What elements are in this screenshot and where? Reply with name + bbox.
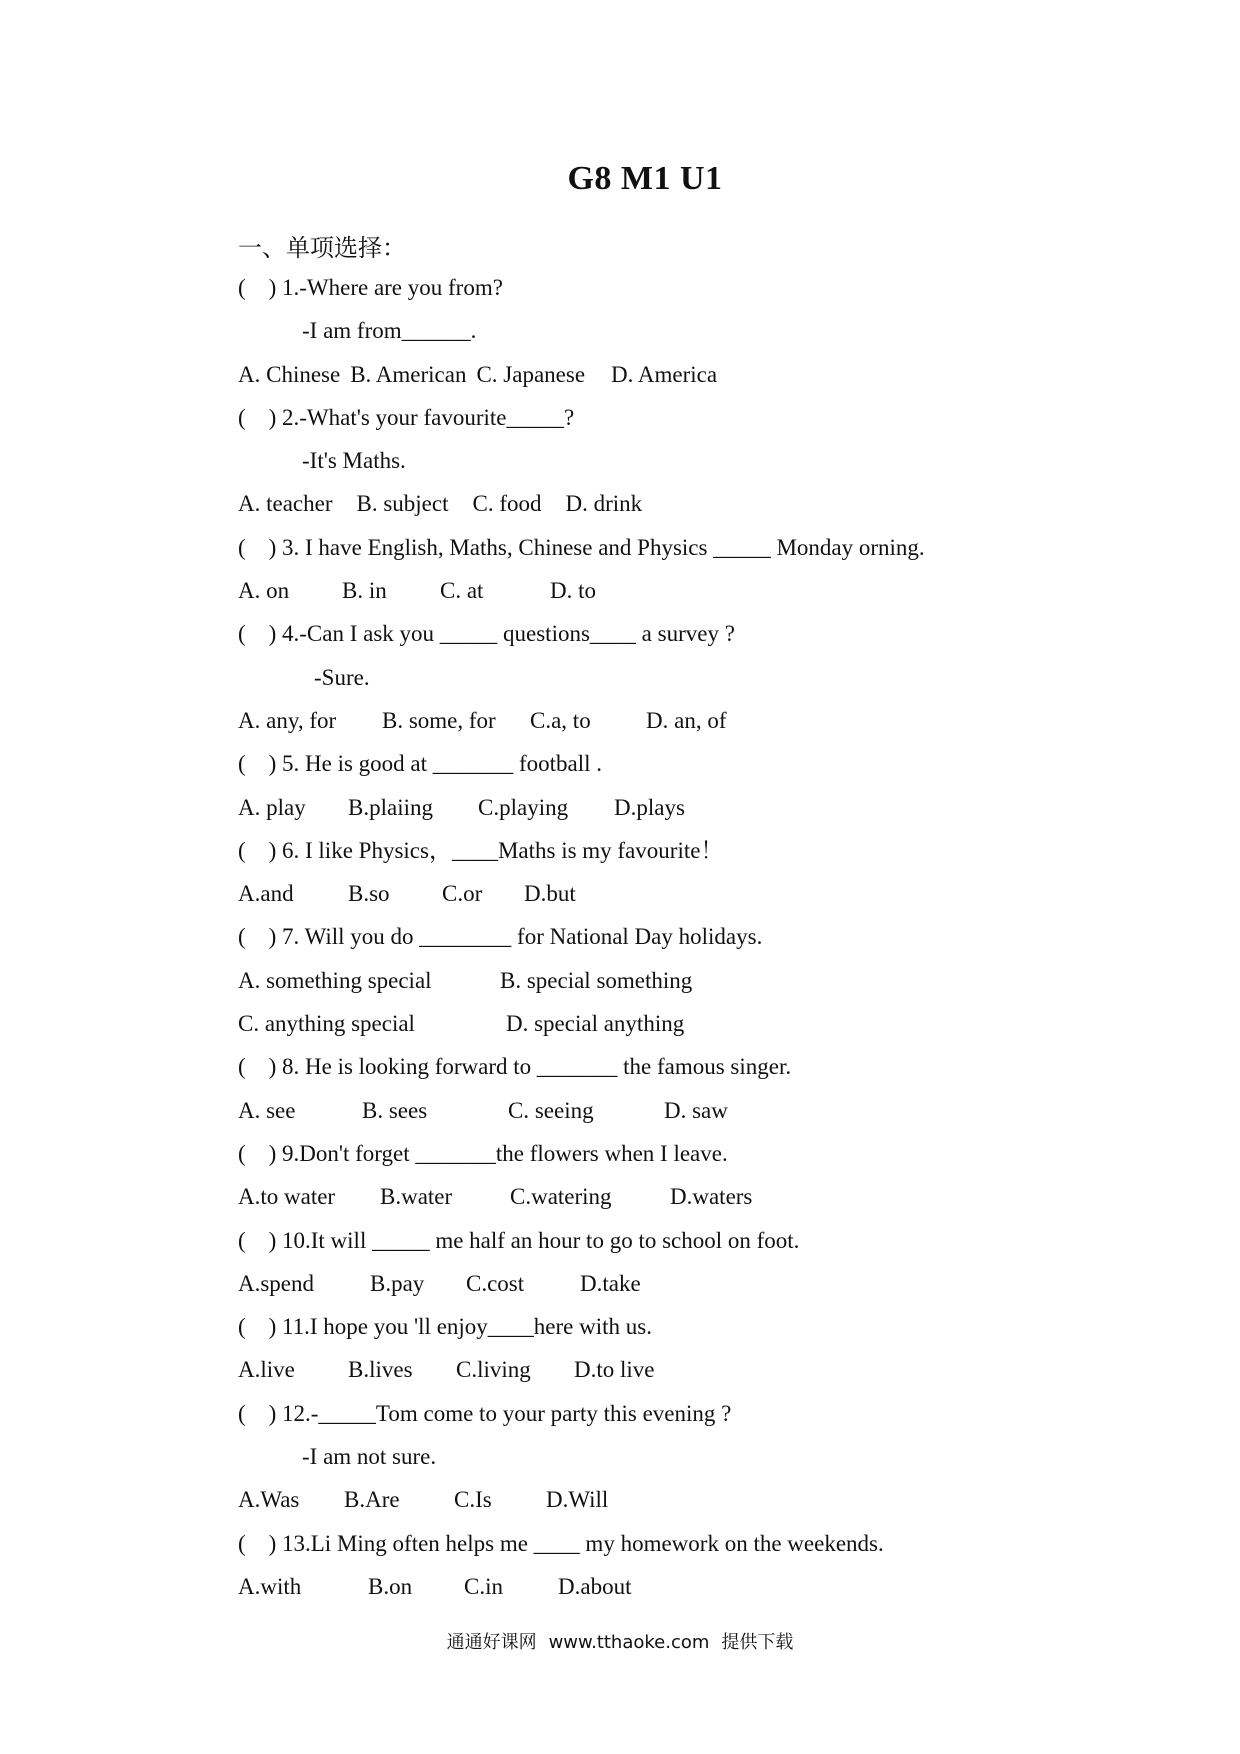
option-b: B. in bbox=[342, 578, 387, 604]
option-a: A. on bbox=[238, 578, 290, 604]
option-c: C.playing bbox=[478, 794, 569, 820]
question-stem: 2.-What's your favourite_____? bbox=[282, 404, 575, 430]
option-d: D. special anything bbox=[506, 1011, 685, 1037]
option-b: B. special something bbox=[500, 967, 693, 993]
option-c: C.Is bbox=[454, 1487, 492, 1513]
question-4-options bbox=[238, 699, 1218, 742]
question-1-response: -I am from______. bbox=[302, 318, 477, 344]
question-2-response: -It's Maths. bbox=[302, 448, 406, 474]
question-stem: 9.Don't forget _______the flowers when I leave. bbox=[282, 1140, 728, 1166]
option-c: C. at bbox=[440, 578, 484, 604]
question-stem: 8. He is looking forward to _______ the famous singer. bbox=[282, 1054, 792, 1080]
question-stem: 7. Will you do ________ for National Day holidays. bbox=[282, 924, 763, 950]
option-c: C.a, to bbox=[530, 707, 591, 733]
question-stem: 6. I like Physics，____Maths is my favourite！ bbox=[282, 837, 724, 863]
footer-note: 提供下载 bbox=[721, 1632, 794, 1653]
question-11 bbox=[238, 1305, 1218, 1348]
page-title: G8 M1 U1 bbox=[567, 160, 723, 197]
question-8-options bbox=[238, 1089, 1218, 1132]
answer-blank: ( ) bbox=[238, 621, 277, 647]
question-13-options bbox=[238, 1565, 1218, 1608]
question-7 bbox=[238, 915, 1218, 958]
footer-url[interactable]: www.tthaoke.com bbox=[548, 1632, 710, 1653]
question-4-response: -Sure. bbox=[314, 664, 370, 690]
question-stem: 11.I hope you 'll enjoy____here with us. bbox=[282, 1314, 652, 1340]
question-10 bbox=[238, 1219, 1218, 1262]
question-stem: 3. I have English, Maths, Chinese and Physics _____ Monday orning. bbox=[282, 534, 925, 560]
option-c: C.or bbox=[442, 881, 483, 907]
answer-blank: ( ) bbox=[238, 1227, 277, 1253]
question-5-options bbox=[238, 786, 1218, 829]
answer-blank: ( ) bbox=[238, 1140, 277, 1166]
answer-blank: ( ) bbox=[238, 534, 277, 560]
option-a: A. something special bbox=[238, 967, 432, 993]
option-b: B.plaiing bbox=[348, 794, 433, 820]
answer-blank: ( ) bbox=[238, 1400, 277, 1426]
option-b: B.lives bbox=[348, 1357, 413, 1383]
answer-blank: ( ) bbox=[238, 275, 277, 300]
option-a: A. see bbox=[238, 1097, 296, 1123]
question-13 bbox=[238, 1522, 1218, 1565]
question-10-options bbox=[238, 1262, 1218, 1305]
question-8 bbox=[238, 1045, 1218, 1088]
question-6 bbox=[238, 829, 1218, 872]
question-11-options bbox=[238, 1348, 1218, 1391]
answer-blank: ( ) bbox=[238, 1314, 277, 1340]
question-12-options bbox=[238, 1478, 1218, 1521]
option-c: C.watering bbox=[510, 1184, 612, 1210]
answer-blank: ( ) bbox=[238, 1054, 277, 1080]
option-a: A.live bbox=[238, 1357, 295, 1383]
question-3-options bbox=[238, 569, 1218, 612]
option-d: D.Will bbox=[546, 1487, 609, 1513]
footer-site-name: 通通好课网 bbox=[446, 1632, 537, 1653]
option-b: B.so bbox=[348, 881, 390, 907]
option-a: A.and bbox=[238, 881, 294, 907]
question-3 bbox=[238, 526, 1218, 569]
option-b: B. American bbox=[350, 361, 467, 387]
option-b: B.water bbox=[380, 1184, 453, 1210]
option-d: D.about bbox=[558, 1573, 632, 1599]
question-2 bbox=[238, 396, 1218, 439]
option-a: A.with bbox=[238, 1573, 302, 1599]
page-footer bbox=[0, 1628, 1240, 1654]
option-c: C. seeing bbox=[508, 1097, 594, 1123]
option-b: B. subject bbox=[356, 491, 449, 517]
option-d: D.waters bbox=[670, 1184, 753, 1210]
question-7-options-row-1 bbox=[238, 959, 1218, 1002]
question-6-options bbox=[238, 872, 1218, 915]
option-d: D.to live bbox=[574, 1357, 655, 1383]
option-d: D. an, of bbox=[646, 707, 727, 733]
question-stem: 1.-Where are you from? bbox=[282, 275, 503, 300]
option-a: A. play bbox=[238, 794, 306, 820]
answer-blank: ( ) bbox=[238, 1530, 277, 1556]
answer-blank: ( ) bbox=[238, 751, 277, 777]
question-9 bbox=[238, 1132, 1218, 1175]
option-c: C.cost bbox=[466, 1270, 525, 1296]
option-b: B.pay bbox=[370, 1270, 425, 1296]
question-stem: 12.-_____Tom come to your party this evening ? bbox=[282, 1400, 732, 1426]
section-heading: 一、单项选择： bbox=[238, 234, 406, 262]
question-1-options bbox=[238, 353, 1218, 396]
option-c: C. food bbox=[472, 491, 542, 517]
option-d: D. saw bbox=[664, 1097, 728, 1123]
option-d: D. drink bbox=[565, 491, 643, 517]
question-2-options bbox=[238, 482, 1218, 525]
option-d: D. to bbox=[550, 578, 596, 604]
option-a: A.Was bbox=[238, 1487, 300, 1513]
answer-blank: ( ) bbox=[238, 924, 277, 950]
option-c: C.living bbox=[456, 1357, 531, 1383]
option-a: A. teacher bbox=[238, 491, 333, 517]
question-list bbox=[238, 266, 1218, 1608]
option-b: B.on bbox=[368, 1573, 413, 1599]
question-9-options bbox=[238, 1175, 1218, 1218]
question-stem: 10.It will _____ me half an hour to go to school on foot. bbox=[282, 1227, 800, 1253]
answer-blank: ( ) bbox=[238, 837, 277, 863]
option-b: B. some, for bbox=[382, 707, 496, 733]
question-4 bbox=[238, 612, 1218, 655]
question-stem: 5. He is good at _______ football . bbox=[282, 751, 603, 777]
option-d: D.but bbox=[524, 881, 576, 907]
option-d: D. America bbox=[611, 361, 718, 387]
option-a: A. Chinese bbox=[238, 361, 341, 387]
option-c: C. anything special bbox=[238, 1011, 415, 1037]
option-b: B. sees bbox=[362, 1097, 428, 1123]
option-c: C.in bbox=[464, 1573, 503, 1599]
option-b: B.Are bbox=[344, 1487, 400, 1513]
option-d: D.plays bbox=[614, 794, 685, 820]
question-stem: 13.Li Ming often helps me ____ my homework on the weekends. bbox=[282, 1530, 884, 1556]
option-a: A.spend bbox=[238, 1270, 315, 1296]
question-7-options-row-2 bbox=[238, 1002, 1218, 1045]
question-1 bbox=[238, 266, 1218, 309]
answer-blank: ( ) bbox=[238, 404, 277, 430]
question-12 bbox=[238, 1392, 1218, 1435]
question-stem: 4.-Can I ask you _____ questions____ a survey ? bbox=[282, 621, 735, 647]
option-a: A.to water bbox=[238, 1184, 336, 1210]
option-d: D.take bbox=[580, 1270, 641, 1296]
question-12-response: -I am not sure. bbox=[302, 1444, 437, 1470]
option-a: A. any, for bbox=[238, 707, 337, 733]
question-5 bbox=[238, 742, 1218, 785]
option-c: C. Japanese bbox=[476, 361, 586, 387]
